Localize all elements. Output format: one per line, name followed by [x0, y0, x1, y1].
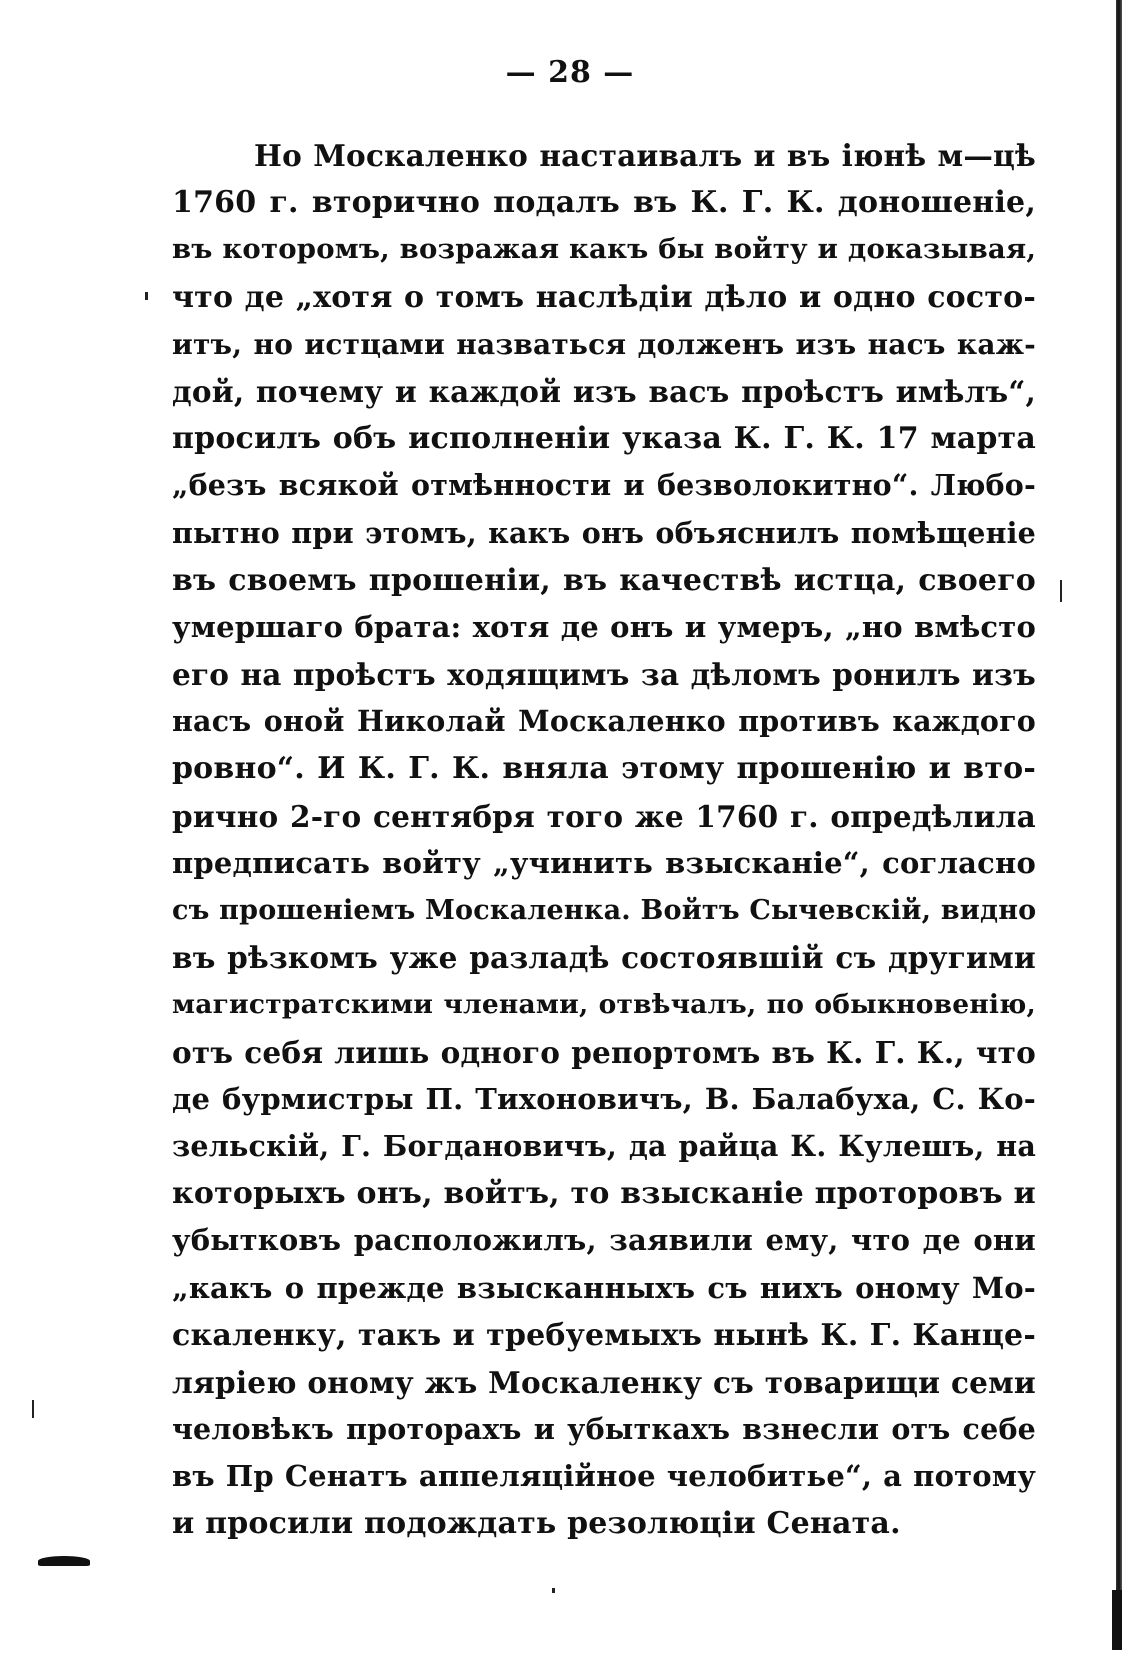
text-line: въ Пр Сенатъ аппеляційное челобитье“, а потому [172, 1459, 1036, 1494]
text-line: человѣкъ проторахъ и убыткахъ взнесли отъ себе [172, 1412, 1036, 1447]
ink-speck [145, 292, 148, 300]
body-text [172, 132, 1036, 1548]
text-line: и просили подождать резолюціи Сената. [172, 1506, 901, 1542]
text-line: въ рѣзкомъ уже разладѣ состоявшій съ другими [172, 940, 1036, 976]
text-line: де бурмистры П. Тихоновичъ, В. Балабуха, С. Ко- [172, 1081, 1036, 1116]
text-line: ровно“. И К. Г. К. вняла этому прошенію и вто- [172, 751, 1036, 787]
text-line: скаленку, такъ и требуемыхъ нынѣ К. Г. Канце- [172, 1317, 1036, 1353]
text-line: „какъ о прежде взысканныхъ съ нихъ оному Мо- [172, 1270, 1036, 1305]
text-line: дой, почему и каждой изъ васъ проѣстъ имѣлъ“, [172, 373, 1036, 409]
text-line: Но Москаленко настаивалъ и въ іюнѣ м—цѣ [254, 138, 1036, 173]
ink-speck [552, 1588, 555, 1593]
text-line: зельскій, Г. Богдановичъ, да райца К. Кулешъ, на [172, 1128, 1036, 1163]
text-line: просилъ объ исполненіи указа К. Г. К. 17 марта [172, 421, 1036, 457]
page-number: — 28 — [505, 55, 635, 90]
page-edge-bottom [1112, 1590, 1122, 1650]
text-line: отъ себя лишь одного репортомъ въ К. Г. К., что [172, 1034, 1036, 1070]
text-line: итъ, но истцами назваться долженъ изъ насъ каж- [172, 327, 1036, 361]
ink-speck [32, 1400, 34, 1418]
text-line: въ которомъ, возражая какъ бы войту и доказывая, [172, 233, 1037, 266]
text-line: убытковъ расположилъ, заявили ему, что де они [172, 1223, 1036, 1258]
text-line: 1760 г. вторично подалъ въ К. Г. К. доношеніе, [172, 185, 1036, 221]
text-line: ляріею оному жъ Москаленку съ товарищи семи [172, 1364, 1036, 1400]
text-line: съ прошеніемъ Москаленка. Войтъ Сычевскій, видно [172, 895, 1037, 926]
text-line: которыхъ онъ, войтъ, то взысканіе проторовъ и [172, 1176, 1036, 1212]
text-line: что де „хотя о томъ наслѣдіи дѣло и одно состо- [172, 279, 1036, 315]
text-line: рично 2-го сентября того же 1760 г. опредѣлила [172, 798, 1036, 834]
text-line: насъ оной Николай Москаленко противъ каждого [172, 704, 1036, 739]
text-line: „безъ всякой отмѣнности и безволокитно“. Любо- [172, 468, 1036, 503]
text-line: его на проѣстъ ходящимъ за дѣломъ ронилъ изъ [172, 657, 1036, 693]
ink-blot-mark [38, 1556, 90, 1566]
ink-speck [1060, 580, 1062, 602]
text-line: въ своемъ прошеніи, въ качествѣ истца, своего [172, 562, 1036, 598]
text-line: магистратскими членами, отвѣчалъ, по обыкновенію, [172, 989, 1036, 1021]
page-edge-shadow [1116, 0, 1122, 1650]
text-line: предписать войту „учинить взысканіе“, согласно [172, 845, 1036, 880]
text-line: пытно при этомъ, какъ онъ объяснилъ помѣщеніе [172, 515, 1036, 550]
text-line: умершаго брата: хотя де онъ и умеръ, „но вмѣсто [172, 609, 1036, 644]
